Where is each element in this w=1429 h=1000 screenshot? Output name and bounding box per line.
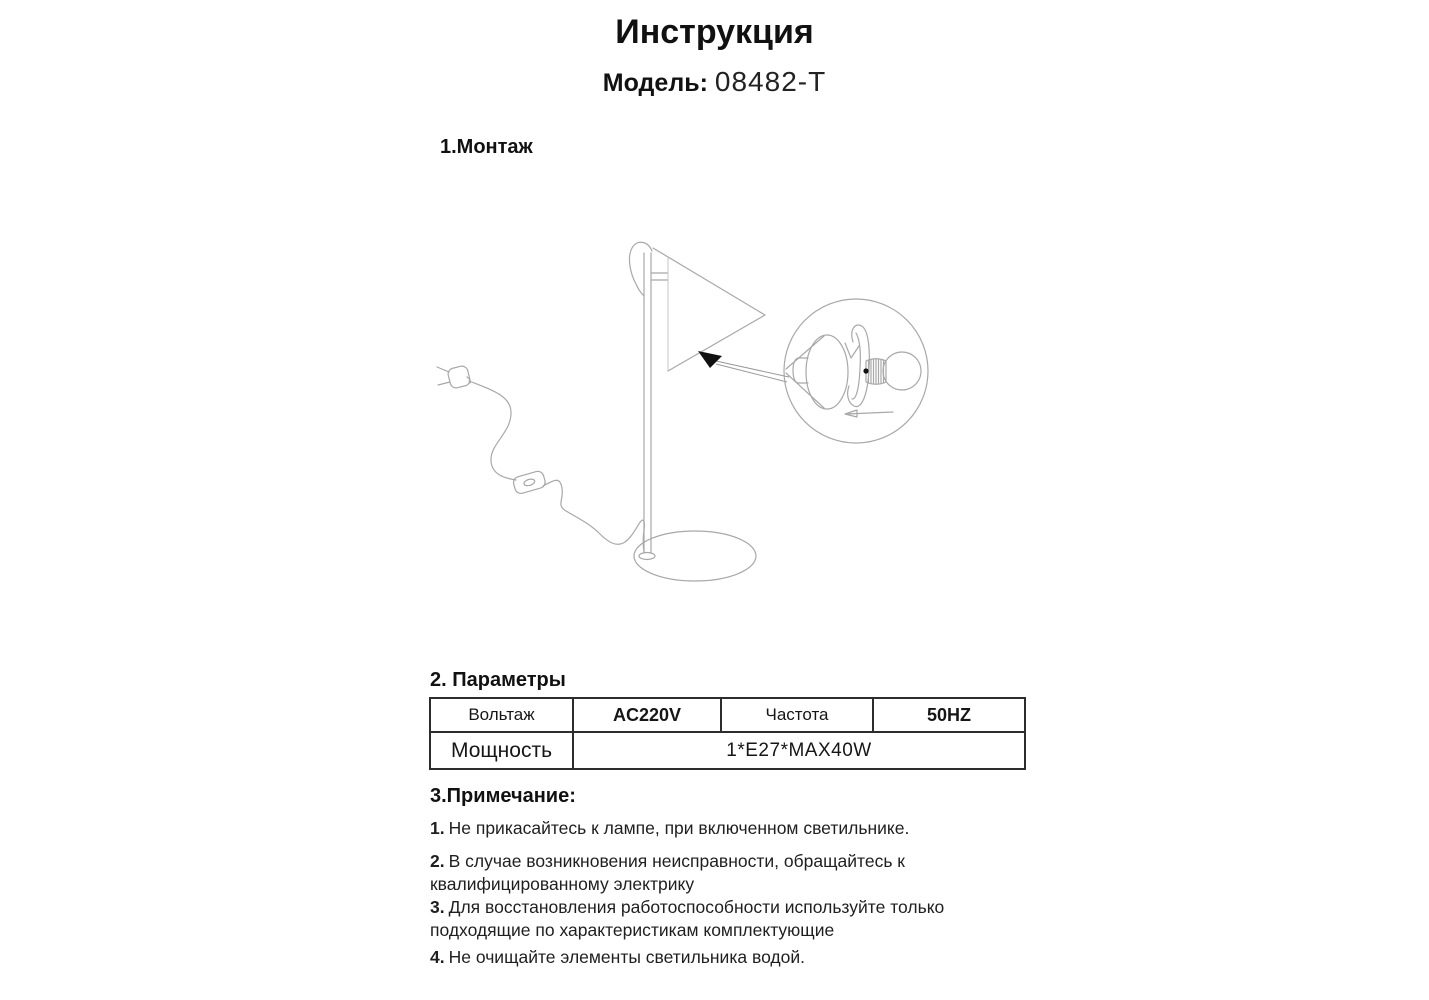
model-label: Модель: [602, 69, 708, 97]
section-parameters-heading: 2. Параметры [430, 669, 566, 691]
note-item [430, 896, 1030, 942]
table-lamp [437, 242, 765, 581]
power-cord [469, 381, 644, 552]
section-notes-heading: 3.Примечание: [430, 785, 576, 807]
voltage-value-cell: AC220V [573, 698, 721, 732]
page-title: Инструкция [615, 13, 814, 51]
note-number: 4. [430, 947, 445, 967]
round-base [634, 531, 756, 581]
note-number: 1. [430, 818, 445, 838]
note-text: Для восстановления работоспособности используйте только подходящие по характеристикам комплектующие [430, 897, 945, 940]
pointer-arrow [698, 351, 789, 382]
light-bulb-icon [863, 352, 921, 390]
inline-switch [512, 470, 546, 495]
table-row [430, 732, 1025, 769]
note-item [430, 850, 1030, 896]
power-value-cell: 1*E27*MAX40W [573, 732, 1025, 769]
note-item [430, 946, 1030, 969]
model-value: 08482-T [714, 66, 827, 97]
section-montage-heading: 1.Монтаж [440, 136, 533, 158]
power-label-cell: Мощность [430, 732, 573, 769]
voltage-label-cell: Вольтаж [430, 698, 573, 732]
power-plug-icon [437, 365, 471, 389]
note-number: 3. [430, 897, 445, 917]
insertion-arrow-icon [845, 410, 893, 417]
table-row [430, 698, 1025, 732]
note-text: Не очищайте элементы светильника водой. [448, 947, 806, 967]
note-text: Не прикасайтесь к лампе, при включенном светильнике. [448, 818, 910, 838]
frequency-value-cell: 50HZ [873, 698, 1025, 732]
note-number: 2. [430, 851, 445, 871]
frequency-label-cell: Частота [721, 698, 873, 732]
note-text: В случае возникновения неисправности, обращайтесь к квалифицированному электрику [430, 851, 905, 894]
detail-circle [784, 299, 928, 443]
cone-shade [629, 242, 765, 371]
parameters-table [429, 697, 1026, 770]
note-item [430, 817, 1030, 840]
shade-section [786, 335, 848, 409]
lamp-pole [644, 253, 668, 553]
notes-list [430, 817, 1030, 969]
